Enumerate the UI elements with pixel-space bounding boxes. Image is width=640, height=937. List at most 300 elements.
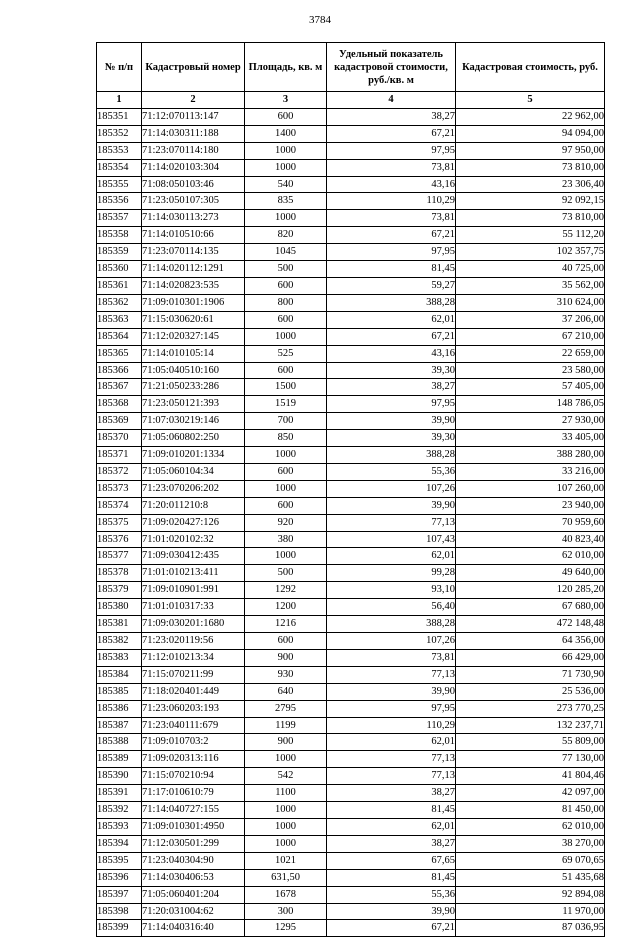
cadastral-value-cell: 472 148,48 (456, 616, 605, 633)
unit-rate-cell: 67,21 (327, 227, 456, 244)
row-index-cell: 185398 (97, 903, 142, 920)
table-row (97, 869, 605, 886)
cadastral-number-cell: 71:09:010901:991 (142, 582, 245, 599)
unit-rate-cell: 77,13 (327, 514, 456, 531)
unit-rate-cell: 55,36 (327, 886, 456, 903)
area-cell: 1000 (245, 751, 327, 768)
unit-rate-cell: 97,95 (327, 700, 456, 717)
area-cell: 1500 (245, 379, 327, 396)
table-row (97, 734, 605, 751)
cadastral-value-cell: 22 962,00 (456, 108, 605, 125)
unit-rate-cell: 38,27 (327, 379, 456, 396)
cadastral-value-cell: 55 809,00 (456, 734, 605, 751)
unit-rate-cell: 62,01 (327, 818, 456, 835)
row-index-cell: 185358 (97, 227, 142, 244)
cadastral-number-cell: 71:12:030501:299 (142, 835, 245, 852)
cadastral-value-cell: 67 210,00 (456, 328, 605, 345)
cadastral-number-cell: 71:23:070114:135 (142, 244, 245, 261)
cadastral-value-cell: 97 950,00 (456, 142, 605, 159)
cadastral-number-cell: 71:09:010703:2 (142, 734, 245, 751)
table-row (97, 683, 605, 700)
unit-rate-cell: 38,27 (327, 835, 456, 852)
row-index-cell: 185363 (97, 311, 142, 328)
area-cell: 1100 (245, 785, 327, 802)
table-row (97, 193, 605, 210)
row-index-cell: 185385 (97, 683, 142, 700)
cadastral-number-cell: 71:09:030412:435 (142, 548, 245, 565)
cadastral-number-cell: 71:07:030219:146 (142, 413, 245, 430)
row-index-cell: 185399 (97, 920, 142, 937)
unit-rate-cell: 388,28 (327, 616, 456, 633)
cadastral-value-cell: 62 010,00 (456, 548, 605, 565)
cadastral-value-cell: 25 536,00 (456, 683, 605, 700)
row-index-cell: 185384 (97, 666, 142, 683)
cadastral-value-cell: 273 770,25 (456, 700, 605, 717)
cadastral-value-cell: 35 562,00 (456, 277, 605, 294)
cadastral-number-cell: 71:14:010105:14 (142, 345, 245, 362)
area-cell: 500 (245, 565, 327, 582)
unit-rate-cell: 107,43 (327, 531, 456, 548)
cadastral-number-cell: 71:17:010610:79 (142, 785, 245, 802)
area-cell: 1000 (245, 142, 327, 159)
row-index-cell: 185353 (97, 142, 142, 159)
cadastral-value-cell: 11 970,00 (456, 903, 605, 920)
area-cell: 930 (245, 666, 327, 683)
cadastral-number-cell: 71:05:060104:34 (142, 463, 245, 480)
table-row (97, 717, 605, 734)
cadastral-number-cell: 71:14:010510:66 (142, 227, 245, 244)
row-index-cell: 185394 (97, 835, 142, 852)
cadastral-number-cell: 71:14:030113:273 (142, 210, 245, 227)
cadastral-value-cell: 107 260,00 (456, 480, 605, 497)
cadastral-number-cell: 71:23:040304:90 (142, 852, 245, 869)
area-cell: 920 (245, 514, 327, 531)
area-cell: 600 (245, 362, 327, 379)
unit-rate-cell: 62,01 (327, 311, 456, 328)
row-index-cell: 185397 (97, 886, 142, 903)
unit-rate-cell: 39,30 (327, 430, 456, 447)
cadastral-number-cell: 71:23:040111:679 (142, 717, 245, 734)
header-row (97, 43, 605, 92)
table-row (97, 886, 605, 903)
area-cell: 1000 (245, 480, 327, 497)
header-unit-rate: Удельный показатель кадастровой стоимости, руб./кв. м (327, 43, 456, 92)
area-cell: 600 (245, 108, 327, 125)
row-index-cell: 185351 (97, 108, 142, 125)
column-number: 3 (245, 92, 327, 109)
cadastral-value-cell: 102 357,75 (456, 244, 605, 261)
cadastral-number-cell: 71:15:030620:61 (142, 311, 245, 328)
cadastral-value-cell: 23 306,40 (456, 176, 605, 193)
cadastral-number-cell: 71:01:010213:411 (142, 565, 245, 582)
cadastral-value-cell: 94 094,00 (456, 125, 605, 142)
header-index: № п/п (97, 43, 142, 92)
column-number: 1 (97, 92, 142, 109)
table-row (97, 244, 605, 261)
table-row (97, 818, 605, 835)
unit-rate-cell: 99,28 (327, 565, 456, 582)
table-row (97, 277, 605, 294)
table-row (97, 227, 605, 244)
cadastral-value-cell: 38 270,00 (456, 835, 605, 852)
row-index-cell: 185372 (97, 463, 142, 480)
unit-rate-cell: 97,95 (327, 396, 456, 413)
area-cell: 900 (245, 649, 327, 666)
unit-rate-cell: 39,90 (327, 683, 456, 700)
table-row (97, 311, 605, 328)
table-row (97, 463, 605, 480)
row-index-cell: 185392 (97, 802, 142, 819)
area-cell: 1000 (245, 835, 327, 852)
unit-rate-cell: 62,01 (327, 734, 456, 751)
table-row (97, 497, 605, 514)
cadastral-value-cell: 57 405,00 (456, 379, 605, 396)
table-row (97, 582, 605, 599)
header-cadastral-value: Кадастровая стоимость, руб. (456, 43, 605, 92)
cadastral-value-cell: 55 112,20 (456, 227, 605, 244)
table-row (97, 852, 605, 869)
header-area: Площадь, кв. м (245, 43, 327, 92)
unit-rate-cell: 59,27 (327, 277, 456, 294)
row-index-cell: 185373 (97, 480, 142, 497)
cadastral-value-cell: 81 450,00 (456, 802, 605, 819)
cadastral-number-cell: 71:01:020102:32 (142, 531, 245, 548)
area-cell: 600 (245, 497, 327, 514)
cadastral-value-cell: 66 429,00 (456, 649, 605, 666)
row-index-cell: 185383 (97, 649, 142, 666)
unit-rate-cell: 67,21 (327, 920, 456, 937)
cadastral-value-cell: 69 070,65 (456, 852, 605, 869)
unit-rate-cell: 97,95 (327, 142, 456, 159)
cadastral-number-cell: 71:08:050103:46 (142, 176, 245, 193)
cadastral-value-cell: 77 130,00 (456, 751, 605, 768)
table-row (97, 108, 605, 125)
cadastral-value-cell: 62 010,00 (456, 818, 605, 835)
unit-rate-cell: 67,21 (327, 125, 456, 142)
table-row (97, 531, 605, 548)
unit-rate-cell: 81,45 (327, 869, 456, 886)
column-number: 2 (142, 92, 245, 109)
area-cell: 1200 (245, 599, 327, 616)
area-cell: 900 (245, 734, 327, 751)
area-cell: 600 (245, 633, 327, 650)
unit-rate-cell: 77,13 (327, 666, 456, 683)
cadastral-number-cell: 71:14:020823:535 (142, 277, 245, 294)
cadastral-value-cell: 71 730,90 (456, 666, 605, 683)
cadastral-value-cell: 73 810,00 (456, 210, 605, 227)
row-index-cell: 185369 (97, 413, 142, 430)
unit-rate-cell: 73,81 (327, 210, 456, 227)
cadastral-number-cell: 71:15:070210:94 (142, 768, 245, 785)
cadastral-number-cell: 71:09:030201:1680 (142, 616, 245, 633)
cadastral-value-cell: 40 823,40 (456, 531, 605, 548)
unit-rate-cell: 77,13 (327, 751, 456, 768)
cadastral-number-cell: 71:14:030406:53 (142, 869, 245, 886)
cadastral-value-cell: 87 036,95 (456, 920, 605, 937)
table-row (97, 633, 605, 650)
cadastral-number-cell: 71:14:020112:1291 (142, 261, 245, 278)
cadastral-value-cell: 70 959,60 (456, 514, 605, 531)
row-index-cell: 185364 (97, 328, 142, 345)
cadastral-value-cell: 92 092,15 (456, 193, 605, 210)
area-cell: 640 (245, 683, 327, 700)
table-row (97, 649, 605, 666)
area-cell: 1678 (245, 886, 327, 903)
table-row (97, 125, 605, 142)
table-row (97, 176, 605, 193)
cadastral-value-cell: 92 894,08 (456, 886, 605, 903)
cadastral-value-cell: 310 624,00 (456, 294, 605, 311)
area-cell: 380 (245, 531, 327, 548)
area-cell: 1000 (245, 159, 327, 176)
area-cell: 2795 (245, 700, 327, 717)
row-index-cell: 185371 (97, 447, 142, 464)
cadastral-value-cell: 27 930,00 (456, 413, 605, 430)
cadastral-number-cell: 71:21:050233:286 (142, 379, 245, 396)
area-cell: 1000 (245, 210, 327, 227)
row-index-cell: 185381 (97, 616, 142, 633)
row-index-cell: 185359 (97, 244, 142, 261)
cadastral-number-cell: 71:14:040316:40 (142, 920, 245, 937)
area-cell: 600 (245, 463, 327, 480)
area-cell: 525 (245, 345, 327, 362)
row-index-cell: 185391 (97, 785, 142, 802)
cadastral-number-cell: 71:18:020401:449 (142, 683, 245, 700)
cadastral-number-cell: 71:14:020103:304 (142, 159, 245, 176)
unit-rate-cell: 81,45 (327, 802, 456, 819)
cadastral-number-cell: 71:23:070114:180 (142, 142, 245, 159)
unit-rate-cell: 39,30 (327, 362, 456, 379)
cadastral-value-cell: 42 097,00 (456, 785, 605, 802)
table-row (97, 768, 605, 785)
table-row (97, 835, 605, 852)
row-index-cell: 185357 (97, 210, 142, 227)
cadastral-number-cell: 71:01:010317:33 (142, 599, 245, 616)
cadastral-number-cell: 71:09:020313:116 (142, 751, 245, 768)
area-cell: 700 (245, 413, 327, 430)
cadastral-value-cell: 22 659,00 (456, 345, 605, 362)
area-cell: 1000 (245, 818, 327, 835)
table-row (97, 447, 605, 464)
area-cell: 1000 (245, 328, 327, 345)
table-row (97, 599, 605, 616)
area-cell: 631,50 (245, 869, 327, 886)
table-row (97, 565, 605, 582)
table-row (97, 413, 605, 430)
cadastral-number-cell: 71:15:070211:99 (142, 666, 245, 683)
unit-rate-cell: 81,45 (327, 261, 456, 278)
cadastral-value-cell: 51 435,68 (456, 869, 605, 886)
cadastral-number-cell: 71:23:060203:193 (142, 700, 245, 717)
table-row (97, 261, 605, 278)
area-cell: 600 (245, 311, 327, 328)
row-index-cell: 185352 (97, 125, 142, 142)
cadastral-value-cell: 33 405,00 (456, 430, 605, 447)
cadastral-number-cell: 71:05:040510:160 (142, 362, 245, 379)
row-index-cell: 185361 (97, 277, 142, 294)
table-row (97, 514, 605, 531)
unit-rate-cell: 38,27 (327, 785, 456, 802)
row-index-cell: 185382 (97, 633, 142, 650)
row-index-cell: 185355 (97, 176, 142, 193)
cadastral-value-cell: 40 725,00 (456, 261, 605, 278)
cadastral-number-cell: 71:09:010201:1334 (142, 447, 245, 464)
row-index-cell: 185390 (97, 768, 142, 785)
unit-rate-cell: 73,81 (327, 159, 456, 176)
table-row (97, 700, 605, 717)
unit-rate-cell: 388,28 (327, 447, 456, 464)
area-cell: 540 (245, 176, 327, 193)
row-index-cell: 185362 (97, 294, 142, 311)
unit-rate-cell: 67,21 (327, 328, 456, 345)
table-row (97, 903, 605, 920)
row-index-cell: 185380 (97, 599, 142, 616)
cadastral-value-table (96, 42, 605, 937)
area-cell: 500 (245, 261, 327, 278)
row-index-cell: 185388 (97, 734, 142, 751)
table-row (97, 294, 605, 311)
table-row (97, 751, 605, 768)
row-index-cell: 185368 (97, 396, 142, 413)
area-cell: 600 (245, 277, 327, 294)
cadastral-number-cell: 71:14:040727:155 (142, 802, 245, 819)
row-index-cell: 185378 (97, 565, 142, 582)
table-row (97, 616, 605, 633)
row-index-cell: 185374 (97, 497, 142, 514)
column-number: 4 (327, 92, 456, 109)
cadastral-value-cell: 33 216,00 (456, 463, 605, 480)
cadastral-number-cell: 71:09:010301:1906 (142, 294, 245, 311)
unit-rate-cell: 62,01 (327, 548, 456, 565)
cadastral-number-cell: 71:23:050107:305 (142, 193, 245, 210)
cadastral-number-cell: 71:20:011210:8 (142, 497, 245, 514)
cadastral-number-cell: 71:20:031004:62 (142, 903, 245, 920)
row-index-cell: 185365 (97, 345, 142, 362)
cadastral-value-cell: 37 206,00 (456, 311, 605, 328)
cadastral-value-cell: 23 940,00 (456, 497, 605, 514)
table-row (97, 920, 605, 937)
area-cell: 835 (245, 193, 327, 210)
unit-rate-cell: 39,90 (327, 903, 456, 920)
unit-rate-cell: 73,81 (327, 649, 456, 666)
area-cell: 1400 (245, 125, 327, 142)
table-row (97, 328, 605, 345)
column-number-row (97, 92, 605, 109)
cadastral-number-cell: 71:12:020327:145 (142, 328, 245, 345)
area-cell: 1045 (245, 244, 327, 261)
area-cell: 300 (245, 903, 327, 920)
header-cadastral-number: Кадастровый номер (142, 43, 245, 92)
area-cell: 850 (245, 430, 327, 447)
table-row (97, 210, 605, 227)
cadastral-number-cell: 71:12:010213:34 (142, 649, 245, 666)
table-row (97, 430, 605, 447)
cadastral-number-cell: 71:09:010301:4950 (142, 818, 245, 835)
table-row (97, 480, 605, 497)
row-index-cell: 185375 (97, 514, 142, 531)
area-cell: 1216 (245, 616, 327, 633)
row-index-cell: 185356 (97, 193, 142, 210)
area-cell: 820 (245, 227, 327, 244)
cadastral-number-cell: 71:23:050121:393 (142, 396, 245, 413)
unit-rate-cell: 107,26 (327, 633, 456, 650)
table-body (97, 108, 605, 936)
cadastral-value-cell: 148 786,05 (456, 396, 605, 413)
unit-rate-cell: 107,26 (327, 480, 456, 497)
table-row (97, 142, 605, 159)
row-index-cell: 185377 (97, 548, 142, 565)
table-row (97, 785, 605, 802)
cadastral-number-cell: 71:23:070206:202 (142, 480, 245, 497)
cadastral-number-cell: 71:09:020427:126 (142, 514, 245, 531)
table-row (97, 362, 605, 379)
row-index-cell: 185396 (97, 869, 142, 886)
area-cell: 1295 (245, 920, 327, 937)
row-index-cell: 185395 (97, 852, 142, 869)
row-index-cell: 185354 (97, 159, 142, 176)
row-index-cell: 185393 (97, 818, 142, 835)
unit-rate-cell: 97,95 (327, 244, 456, 261)
table-row (97, 159, 605, 176)
row-index-cell: 185370 (97, 430, 142, 447)
table-row (97, 666, 605, 683)
unit-rate-cell: 55,36 (327, 463, 456, 480)
cadastral-number-cell: 71:05:060401:204 (142, 886, 245, 903)
unit-rate-cell: 43,16 (327, 345, 456, 362)
row-index-cell: 185379 (97, 582, 142, 599)
cadastral-value-cell: 23 580,00 (456, 362, 605, 379)
cadastral-value-cell: 41 804,46 (456, 768, 605, 785)
unit-rate-cell: 56,40 (327, 599, 456, 616)
cadastral-value-cell: 64 356,00 (456, 633, 605, 650)
unit-rate-cell: 93,10 (327, 582, 456, 599)
unit-rate-cell: 39,90 (327, 497, 456, 514)
column-number: 5 (456, 92, 605, 109)
table-row (97, 396, 605, 413)
area-cell: 1000 (245, 802, 327, 819)
area-cell: 1199 (245, 717, 327, 734)
table-row (97, 345, 605, 362)
cadastral-value-cell: 132 237,71 (456, 717, 605, 734)
area-cell: 1292 (245, 582, 327, 599)
row-index-cell: 185389 (97, 751, 142, 768)
row-index-cell: 185367 (97, 379, 142, 396)
table-row (97, 379, 605, 396)
cadastral-value-cell: 49 640,00 (456, 565, 605, 582)
unit-rate-cell: 110,29 (327, 193, 456, 210)
cadastral-value-cell: 120 285,20 (456, 582, 605, 599)
row-index-cell: 185376 (97, 531, 142, 548)
unit-rate-cell: 38,27 (327, 108, 456, 125)
cadastral-number-cell: 71:05:060802:250 (142, 430, 245, 447)
area-cell: 1000 (245, 447, 327, 464)
cadastral-number-cell: 71:12:070113:147 (142, 108, 245, 125)
area-cell: 1519 (245, 396, 327, 413)
row-index-cell: 185387 (97, 717, 142, 734)
unit-rate-cell: 388,28 (327, 294, 456, 311)
row-index-cell: 185360 (97, 261, 142, 278)
page-number: 3784 (309, 14, 331, 26)
area-cell: 542 (245, 768, 327, 785)
cadastral-value-cell: 67 680,00 (456, 599, 605, 616)
unit-rate-cell: 43,16 (327, 176, 456, 193)
cadastral-number-cell: 71:23:020119:56 (142, 633, 245, 650)
unit-rate-cell: 67,65 (327, 852, 456, 869)
unit-rate-cell: 39,90 (327, 413, 456, 430)
table-row (97, 802, 605, 819)
row-index-cell: 185366 (97, 362, 142, 379)
area-cell: 800 (245, 294, 327, 311)
